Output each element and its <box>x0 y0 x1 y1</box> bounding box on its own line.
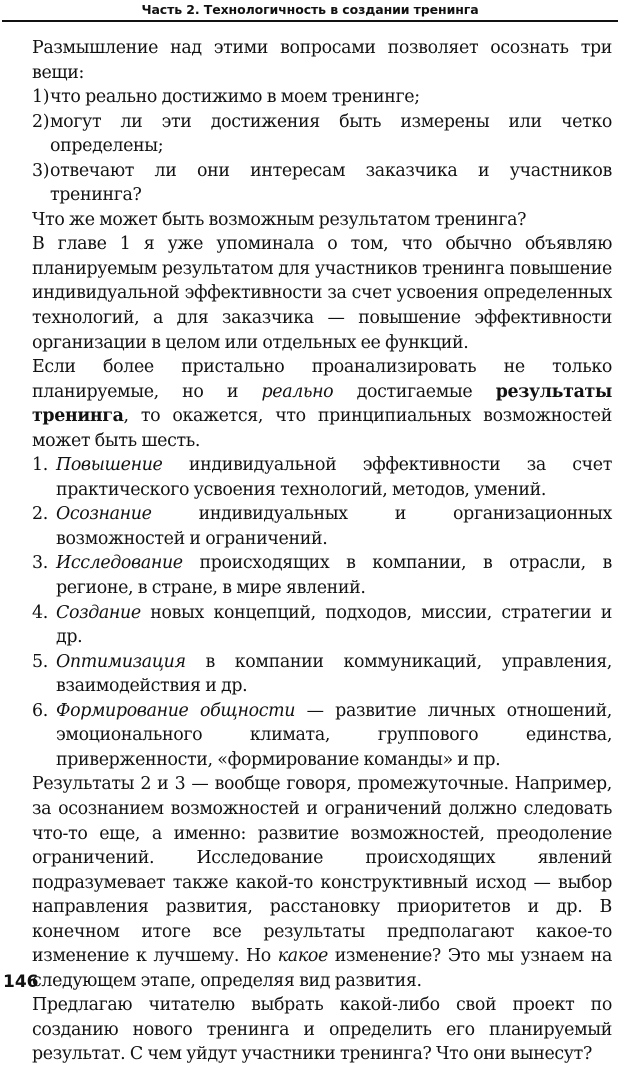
paragraph-results-intro <box>32 355 612 453</box>
result-number: 6. <box>32 700 48 721</box>
paragraph-intro: Размышление над этими вопросами позволяет осознать три вещи: <box>32 38 612 83</box>
emphasis: какое <box>277 946 328 967</box>
text-run: Результаты 2 и 3 — вообще говоря, промежуточные. Например, за осознанием возможностей и ограничений должно следовать что-то еще, а именно: развитие возможностей, преодоление ограничений. Исследование происходящих явлений подразумевает также какой-то конструктивный исход — выбор направления развития, расстановку приоритетов и др. В конечном итоге все результаты предполагают какое-то изменение к лучшему. Но <box>32 774 612 967</box>
result-description: индивидуальной эффективности за счет практического усвоения технологий, методов, умений. <box>56 455 612 500</box>
question-number: 3) <box>32 160 50 181</box>
result-description: происходящих в компании, в отрасли, в регионе, в стране, в мире явлений. <box>56 553 612 599</box>
result-description: — развитие личных отношений, эмоционального климата, группового единства, приверженности, «формирование команды» и пр. <box>56 700 612 770</box>
bold-term: результаты тренинга <box>32 381 612 427</box>
result-term: Осознание <box>56 504 152 525</box>
result-number: 2. <box>32 504 48 525</box>
paragraph-question: Что же может быть возможным результатом тренинга? <box>32 209 527 230</box>
question-item <box>32 159 612 208</box>
emphasis: реально <box>261 381 334 402</box>
result-text <box>56 650 612 699</box>
result-term: Создание <box>56 602 141 623</box>
result-number: 5. <box>32 651 48 672</box>
result-term: Повышение <box>56 455 163 476</box>
result-number: 1. <box>32 455 48 476</box>
question-number: 1) <box>32 87 50 108</box>
question-text: что реально достижимо в моем тренинге; <box>50 87 420 108</box>
result-item <box>32 453 612 502</box>
result-term: Формирование общности <box>56 700 296 721</box>
result-description: в компании коммуникаций, управления, взаимодействия и др. <box>56 651 612 697</box>
page-body <box>32 36 612 1067</box>
result-term: Исследование <box>56 553 183 574</box>
result-text <box>56 551 612 600</box>
question-item <box>32 85 612 110</box>
result-description: новых концепций, подходов, миссии, стратегии и др. <box>56 602 612 648</box>
question-text: могут ли эти достижения быть измерены или четко определены; <box>50 111 612 157</box>
running-header: Часть 2. Технологичность в создании тренинга <box>141 2 479 17</box>
result-text <box>56 699 612 773</box>
header-rule <box>2 20 618 22</box>
result-number: 4. <box>32 602 48 623</box>
result-item <box>32 601 612 650</box>
result-text <box>56 453 612 502</box>
result-number: 3. <box>32 553 48 574</box>
paragraph-chapter-ref: В главе 1 я уже упоминала о том, что обычно объявляю планируемым результатом для участников тренинга повышение индивидуальной эффективности за счет усвоения определенных технологий, а для заказчика — повышение эффективности организации в целом или отдельных ее функций. <box>32 234 612 353</box>
result-term: Оптимизация <box>56 651 186 672</box>
result-text <box>56 502 612 551</box>
question-text: отвечают ли они интересам заказчика и участников тренинга? <box>50 160 612 206</box>
result-text <box>56 601 612 650</box>
page-number: 146 <box>3 972 39 992</box>
question-number: 2) <box>32 111 50 132</box>
paragraph-reader-task: Предлагаю читателю выбрать какой-либо свой проект по созданию нового тренинга и определить его планируемый результат. С чем уйдут участники тренинга? Что они вынесут? <box>32 995 612 1065</box>
result-item <box>32 502 612 551</box>
paragraph-intermediate-results <box>32 772 612 993</box>
result-item <box>32 699 612 773</box>
result-description: индивидуальных и организационных возможностей и ограничений. <box>56 504 612 549</box>
question-item <box>32 110 612 159</box>
text-run: Если более пристально проанализировать не только планируемые, но и <box>32 357 612 402</box>
text-run: , то окажется, что принципиальных возможностей может быть шесть. <box>32 406 612 451</box>
result-item <box>32 650 612 699</box>
text-run: достигаемые <box>333 381 496 402</box>
text-run: изменение? Это мы узнаем на следующем этапе, определяя вид развития. <box>32 946 613 991</box>
result-item <box>32 551 612 600</box>
